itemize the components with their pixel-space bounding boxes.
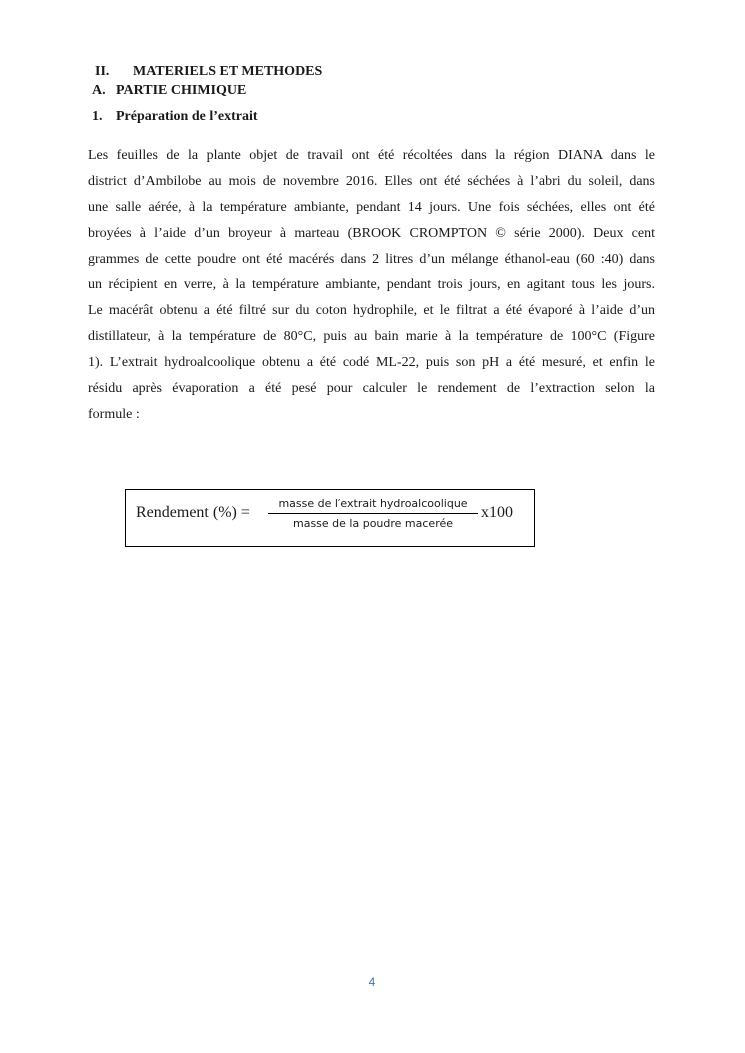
subsubsection-number: 1. bbox=[92, 109, 103, 124]
subsection-title: PARTIE CHIMIQUE bbox=[116, 83, 247, 98]
paragraph-line: 1). L’extrait hydroalcoolique obtenu a été codé ML-22, puis son pH a été mesuré, et enfin le bbox=[88, 355, 655, 371]
subsubsection-heading bbox=[92, 108, 258, 126]
body-paragraph bbox=[88, 143, 655, 428]
page-number: 4 bbox=[368, 975, 376, 989]
paragraph-line: district d’Ambilobe au mois de novembre 2016. Elles ont été séchées à l’abri du soleil, dans bbox=[88, 173, 655, 189]
formula-multiplier: x100 bbox=[481, 504, 513, 521]
paragraph-line: résidu après évaporation a été pesé pour calculer le rendement de l’extraction selon la bbox=[88, 381, 655, 397]
formula-lhs: Rendement (%) = bbox=[136, 504, 250, 521]
formula-fraction bbox=[268, 496, 478, 531]
paragraph-line: Les feuilles de la plante objet de travail ont été récoltées dans la région DIANA dans le bbox=[88, 148, 655, 163]
paragraph-line: un récipient en verre, à la température ambiante, pendant trois jours, en agitant tous les jours. bbox=[88, 277, 655, 293]
subsection-number: A. bbox=[92, 83, 106, 98]
section-heading bbox=[95, 63, 322, 81]
paragraph-line: grammes de cette poudre ont été macérés dans 2 litres d’un mélange éthanol-eau (60 :40) dans bbox=[88, 251, 655, 267]
paragraph-line: distillateur, à la température de 80°C, puis au bain marie à la température de 100°C (Figure bbox=[88, 329, 655, 345]
section-number: II. bbox=[95, 64, 110, 79]
paragraph-line: une salle aérée, à la température ambiante, pendant 14 jours. Une fois séchées, elles ont été bbox=[88, 199, 655, 215]
paragraph-line: broyées à l’aide d’un broyeur à marteau (BROOK CROMPTON © série 2000). Deux cent bbox=[88, 225, 655, 241]
formula-numerator: masse de l′extrait hydroalcoolique bbox=[268, 496, 478, 514]
section-title: MATERIELS ET METHODES bbox=[133, 64, 323, 79]
formula-denominator: masse de la poudre macerée bbox=[292, 517, 454, 530]
formula-box bbox=[125, 489, 535, 547]
paragraph-line: Le macérât obtenu a été filtré sur du coton hydrophile, et le filtrat a été évaporé à l’aide d’un bbox=[88, 303, 655, 319]
subsection-heading bbox=[92, 82, 246, 100]
subsubsection-title: Préparation de l’extrait bbox=[116, 109, 258, 124]
paragraph-line: formule : bbox=[88, 406, 140, 422]
